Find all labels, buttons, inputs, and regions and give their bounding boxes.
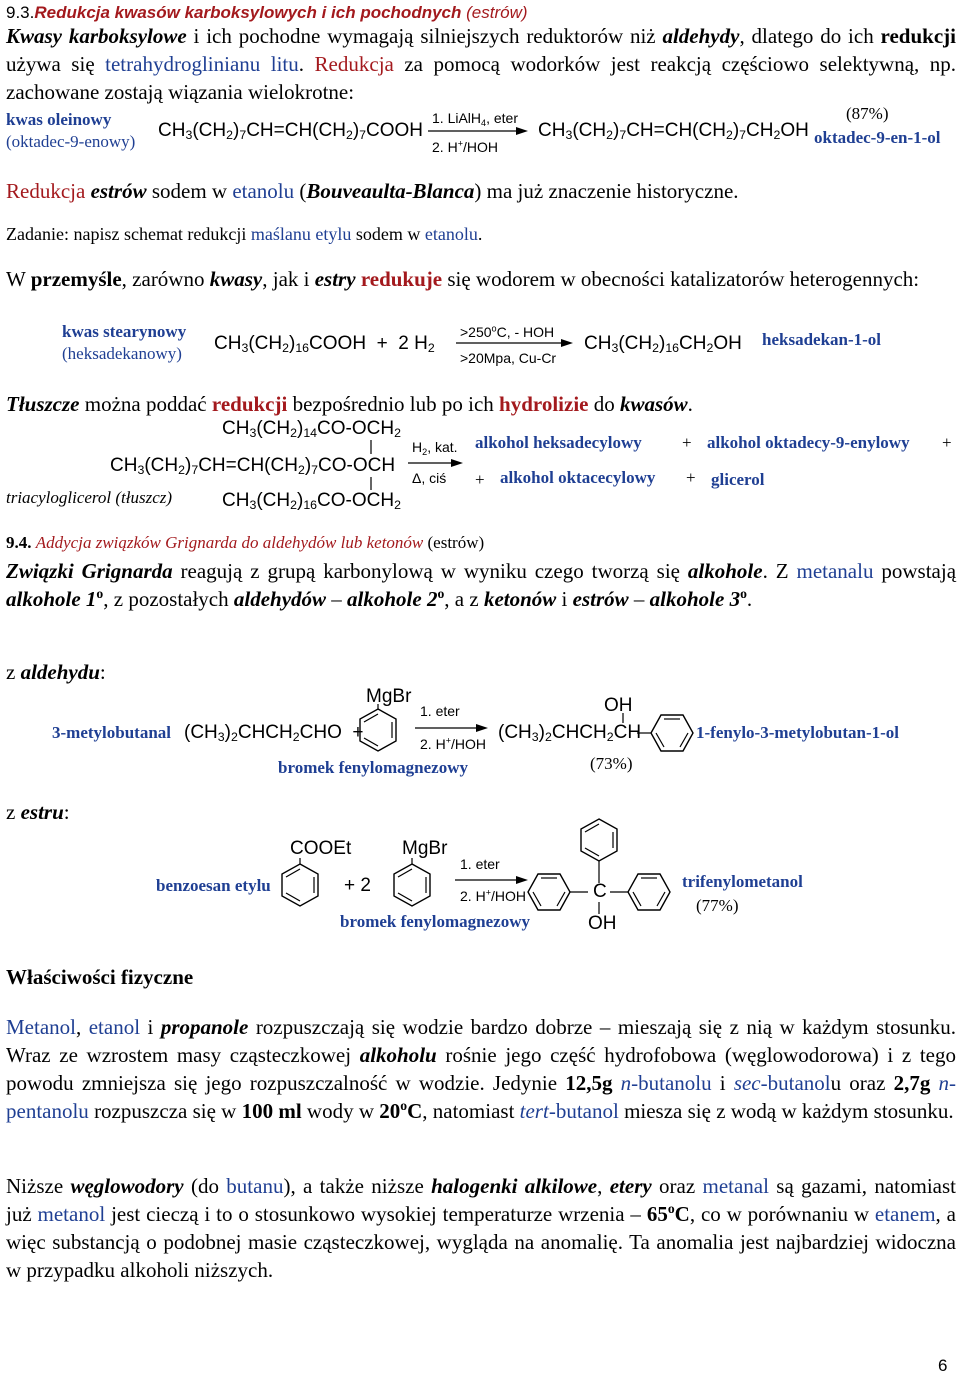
paragraph-industrial: W przemyśle, zarówno kwasy, jak i estry redukuje się wodorem w obecności katalizatorów heterogennych: <box>6 267 920 291</box>
reaction3-condition-2: Δ, ciś <box>412 470 447 486</box>
reaction2-condition-1: $>250^oC$, - HOH <box>460 323 555 340</box>
page-number: 6 <box>938 1356 948 1375</box>
methylbutanal-label: 3-metylobutanal <box>52 723 171 742</box>
reaction1-condition-1: 1. LiAlH$_4$, eter <box>432 110 518 128</box>
product-octadecenyl-alcohol: alkohol oktadecy-9-enylowy <box>707 433 910 452</box>
octadecenol-name: oktadec-9-en-1-ol <box>814 128 941 147</box>
triglyceride-label: triacyloglicerol (tłuszcz) <box>6 488 173 507</box>
hexadecanol-name: heksadekan-1-ol <box>762 330 882 349</box>
paragraph-fats: Tłuszcze można poddać redukcji bezpośrednio lub po ich hydrolizie do kwasów. <box>6 392 693 416</box>
stearic-acid-systematic-label: (heksadekanowy) <box>62 344 182 363</box>
paragraph-boiling-points: Niższe węglowodory (do butanu), a także niższe halogenki alkilowe, etery oraz metanal są gazami, natomiast już metanol jest cieczą i to o stosunkowo wysokiej temperaturze wrzenia – 65$^o$C, co w porównaniu w etanem, a więc substancją o podobnej masie cząsteczkowej, wygląda na anomalię. Ta anomalia jest najbardziej widoczna w przypadku alkoholi niższych. <box>6 1174 956 1282</box>
product-octadecyl-alcohol: alkohol oktacecylowy <box>500 468 656 487</box>
paragraph-solubility: Metanol, etanol i propanole rozpuszczają się wodzie bardzo dobrze – mieszają się z nią w każdym stosunku. Wraz ze wzrostem masy cząsteczkowej alkoholu rośnie jego część hydrofobowa (węglowodorowa) i z tego powodu zmniejsza się jego rozpuszczalność w wodzie. Jedynie 12,5g n-butanolu i sec-butanolu oraz 2,7g n-pentanolu rozpuszcza się w 100 ml wody w 20$^o$C, natomiast tert-butanol miesza się z wodą w każdym stosunku. <box>6 1015 957 1123</box>
triglyceride-line-1: $CH_3(CH_2)_{14}CO-OCH_2$ <box>222 418 401 440</box>
octadecenol-formula: $CH_3(CH_2)_7CH=CH(CH_2)_7CH_2OH$ <box>538 120 809 142</box>
reaction4-condition-1: 1. eter <box>420 703 460 719</box>
physical-properties-heading: Właściwości fizyczne <box>6 965 194 989</box>
triphenylmethanol-oh-label: OH <box>588 913 617 934</box>
reaction2-condition-2: >20Mpa, Cu-Cr <box>460 350 557 366</box>
stearic-acid-formula: $CH_3(CH_2)_{16}COOH + 2$ $H_2$ <box>214 333 435 355</box>
triglyceride-line-2: $CH_3(CH_2)_7CH=CH(CH_2)_7CO$-OCH <box>110 455 396 477</box>
stearic-acid-label: kwas stearynowy <box>62 322 187 341</box>
section-title: Redukcja kwasów karboksylowych i ich pochodnych <box>34 3 462 22</box>
phenylmagnesium-bromide-name: bromek fenylomagnezowy <box>278 758 468 777</box>
reaction5-yield: (77%) <box>696 896 739 915</box>
central-carbon-label: C <box>593 881 607 902</box>
oleic-acid-label: kwas oleinowy <box>6 110 112 129</box>
phenylmagnesium-bromide-name-2: bromek fenylomagnezowy <box>340 912 530 931</box>
section-title-paren: (estrów) <box>466 3 528 22</box>
product-oh-label: OH <box>604 695 633 716</box>
phenylmethylbutanol-name: 1-fenylo-3-metylobutan-1-ol <box>696 723 900 742</box>
oleic-acid-formula: $CH_3(CH_2)_7CH=CH(CH_2)_7COOH$ <box>158 120 424 142</box>
from-aldehyde-heading: z aldehydu: <box>6 660 106 684</box>
plus-sign: + <box>475 470 485 489</box>
section-number: 9.3. <box>6 3 35 22</box>
paragraph-grignard: Związki Grignarda reagują z grupą karbonylową w wyniku czego tworzą się alkohole. Z metanalu powstają alkohole 1$^o$, z pozostałych aldehydów – alkohole 2$^o$, a z ketonów i estrów – alkohole 3$^o$. <box>6 559 957 611</box>
mgbr-label-2: MgBr <box>402 838 448 859</box>
methylbutanal-formula: $(CH_3)_2CHCH_2CHO$ + <box>184 722 364 744</box>
plus-sign: + <box>686 468 696 487</box>
paragraph-ester-reduction: Redukcja estrów sodem w etanolu (Bouveaulta-Blanca) ma już znaczenie historyczne. <box>6 179 739 203</box>
triglyceride-line-3: $CH_3(CH_2)_{16}CO-OCH_2$ <box>222 490 401 512</box>
product-hexadecyl-alcohol: alkohol heksadecylowy <box>475 433 642 452</box>
reaction4-condition-2: 2. H+/HOH <box>420 735 486 752</box>
reaction5-condition-2: 2. H+/HOH <box>460 887 526 904</box>
reaction4-yield: (73%) <box>590 754 633 773</box>
plus-sign: + <box>682 433 692 452</box>
from-ester-heading: z estru: <box>6 800 70 824</box>
hexadecanol-formula: $CH_3(CH_2)_{16}CH_2OH$ <box>584 333 742 355</box>
oleic-acid-systematic-label: (oktadec-9-enowy) <box>6 132 136 151</box>
reaction5-condition-1: 1. eter <box>460 856 500 872</box>
phenylmethylbutanol-formula: $(CH_3)_2CHCH_2CH$ <box>498 722 642 744</box>
reaction1-yield: (87%) <box>846 104 889 123</box>
ethyl-benzoate-label: benzoesan etylu <box>156 876 271 895</box>
reaction1-condition-2: 2. H+/HOH <box>432 138 498 155</box>
plus-sign: + <box>942 433 952 452</box>
reaction3-condition-1: $H_2$, kat. <box>412 439 458 457</box>
paragraph-reduction-intro: Kwasy karboksylowe i ich pochodne wymagają silniejszych reduktorów niż aldehydy, dlatego do ich redukcji używa się tetrahydroglinianu litu. Redukcja za pomocą wodorków jest reakcją częściowo selektywną, np. zachowane zostają wiązania wielokrotne: <box>6 24 957 104</box>
mgbr-label: MgBr <box>366 686 412 707</box>
product-glycerol: glicerol <box>711 470 765 489</box>
plus-two-label: + 2 <box>344 875 371 896</box>
triphenylmethanol-name: trifenylometanol <box>682 872 803 891</box>
task-line: Zadanie: napisz schemat redukcji maślanu etylu sodem w etanolu. <box>6 224 483 244</box>
section-heading-9-4: 9.4. Addycja związków Grignarda do aldehydów lub ketonów (estrów) <box>6 533 485 552</box>
cooet-label: COOEt <box>290 838 352 859</box>
